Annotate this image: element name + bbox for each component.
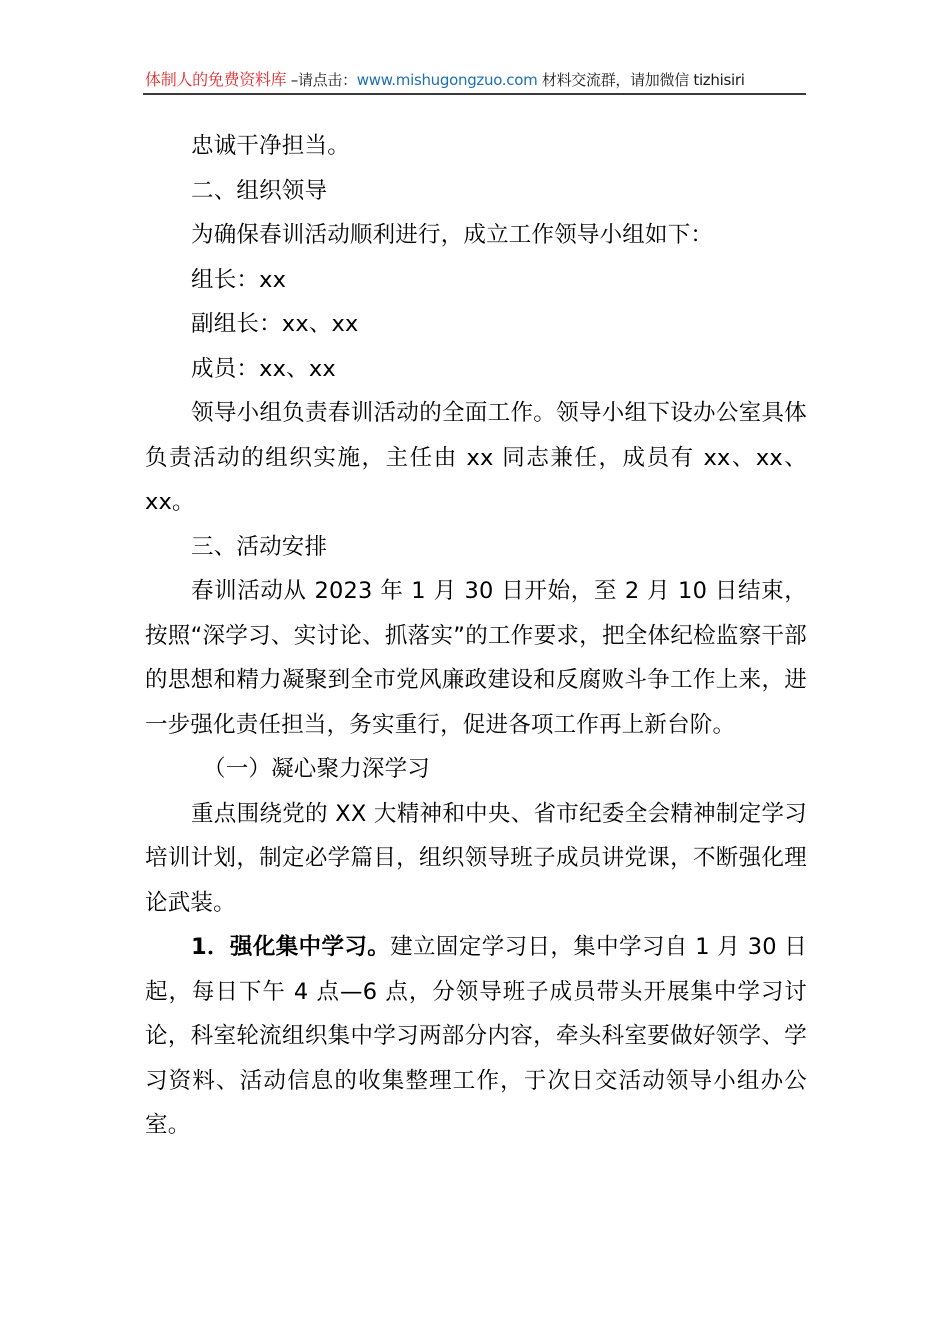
section-heading-arrangement: 三、活动安排 xyxy=(191,533,328,560)
section-heading-organization: 二、组织领导 xyxy=(191,177,328,204)
document-body xyxy=(145,124,807,1148)
header-website-link[interactable]: www.mishugongzuo.com xyxy=(356,71,538,89)
paragraph-closing-line: 忠诚干净担当。 xyxy=(191,133,350,159)
item-body-centralized-study: 建立固定学习日，集中学习自 1 月 30 日起，每日下午 4 点—6 点，分领导班子成员带头开展集中学习讨论，科室轮流组织集中学习两部分内容，牵头科室要做好领学、学习资料、活动信息的收集整理工作，于次日交活动领导小组办公室。 xyxy=(145,934,807,1138)
paragraph-leadership-duties: 领导小组负责春训活动的全面工作。领导小组下设办公室具体负责活动的组织实施，主任由 xx 同志兼任，成员有 xx、xx、xx。 xyxy=(145,400,807,515)
paragraph-intro-leadership: 为确保春训活动顺利进行，成立工作领导小组如下： xyxy=(191,222,714,248)
paragraph-study-focus: 重点围绕党的 XX 大精神和中央、省市纪委全会精神制定学习培训计划，制定必学篇目，组织领导班子成员讲党课，不断强化理论武装。 xyxy=(145,800,807,916)
header-brand: 体制人的免费资料库 xyxy=(145,70,287,89)
members-line: 成员：xx、xx xyxy=(191,355,336,382)
header-divider xyxy=(143,93,806,95)
header-prompt: –请点击： xyxy=(286,71,357,89)
paragraph-centralized-study xyxy=(145,925,807,1148)
deputy-leader-line: 副组长：xx、xx xyxy=(191,311,359,337)
leader-line: 组长：xx xyxy=(191,266,287,293)
item-heading-centralized-study: 1．强化集中学习。 xyxy=(191,934,391,960)
page-header xyxy=(145,68,805,92)
header-wechat-note: 材料交流群，请加微信 tizhisiri xyxy=(537,71,745,89)
paragraph-schedule: 春训活动从 2023 年 1 月 30 日开始，至 2 月 10 日结束，按照“深学习、实讨论、抓落实”的工作要求，把全体纪检监察干部的思想和精力凝聚到全市党风廉政建设和反腐败斗争工作上来，进一步强化责任担当，务实重行，促进各项工作再上新台阶。 xyxy=(145,578,807,738)
subsection-heading-study: （一）凝心聚力深学习 xyxy=(203,756,431,782)
